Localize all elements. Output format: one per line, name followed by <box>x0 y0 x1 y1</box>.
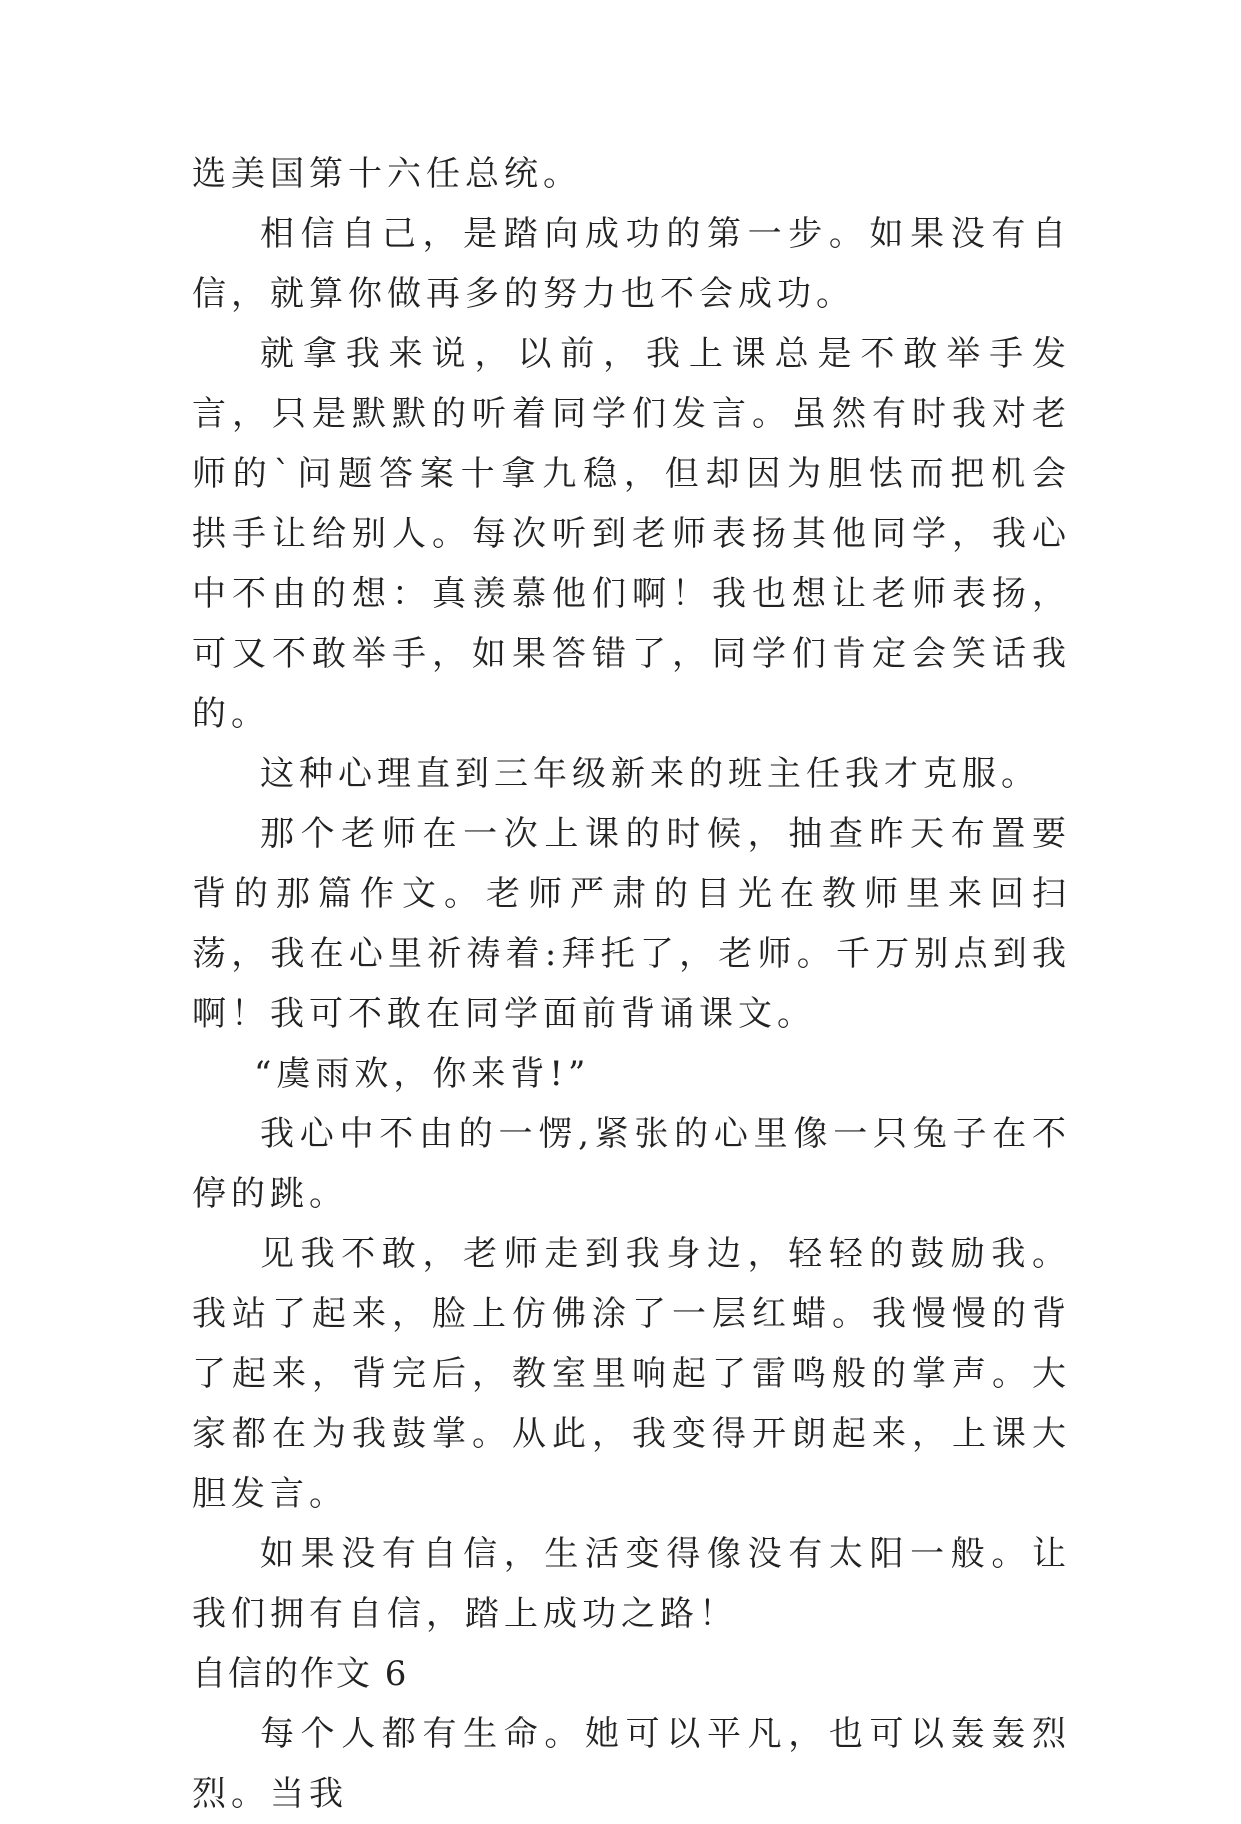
paragraph-6-quote: “虞雨欢，你来背!” <box>254 1054 591 1094</box>
paragraph-4: 这种心理直到三年级新来的班主任我才克服。 <box>260 754 1040 794</box>
paragraph-3: 就拿我来说，以前，我上课总是不敢举手发言，只是默默的听着同学们发言。虽然有时我对老师的`问题答案十拿九稳，但却因为胆怯而把机会拱手让给别人。每次听到老师表扬其他同学，我心中不由的想：真羡慕他们啊！我也想让老师表扬，可又不敢举手，如果答错了，同学们肯定会笑话我的。 <box>192 334 1071 734</box>
paragraph-1: 选美国第十六任总统。 <box>192 154 582 194</box>
paragraph-9: 如果没有自信，生活变得像没有太阳一般。让我们拥有自信，踏上成功之路！ <box>192 1534 1071 1634</box>
paragraph-8: 见我不敢，老师走到我身边，轻轻的鼓励我。我站了起来，脸上仿佛涂了一层红蜡。我慢慢的背了起来，背完后，教室里响起了雷鸣般的掌声。大家都在为我鼓掌。从此，我变得开朗起来，上课大胆发言。 <box>192 1234 1071 1514</box>
paragraph-7: 我心中不由的一愣,紧张的心里像一只兔子在不停的跳。 <box>192 1114 1071 1214</box>
paragraph-5: 那个老师在一次上课的时候，抽查昨天布置要背的那篇作文。老师严肃的目光在教师里来回扫荡，我在心里祈祷着:拜托了，老师。千万别点到我啊！我可不敢在同学面前背诵课文。 <box>192 814 1071 1034</box>
last-paragraph: 每个人都有生命。她可以平凡，也可以轰轰烈烈。当我 <box>192 1714 1071 1814</box>
paragraph-2: 相信自己，是踏向成功的第一步。如果没有自信，就算你做再多的努力也不会成功。 <box>192 214 1071 314</box>
section-title: 自信的作文 6 <box>192 1654 409 1694</box>
